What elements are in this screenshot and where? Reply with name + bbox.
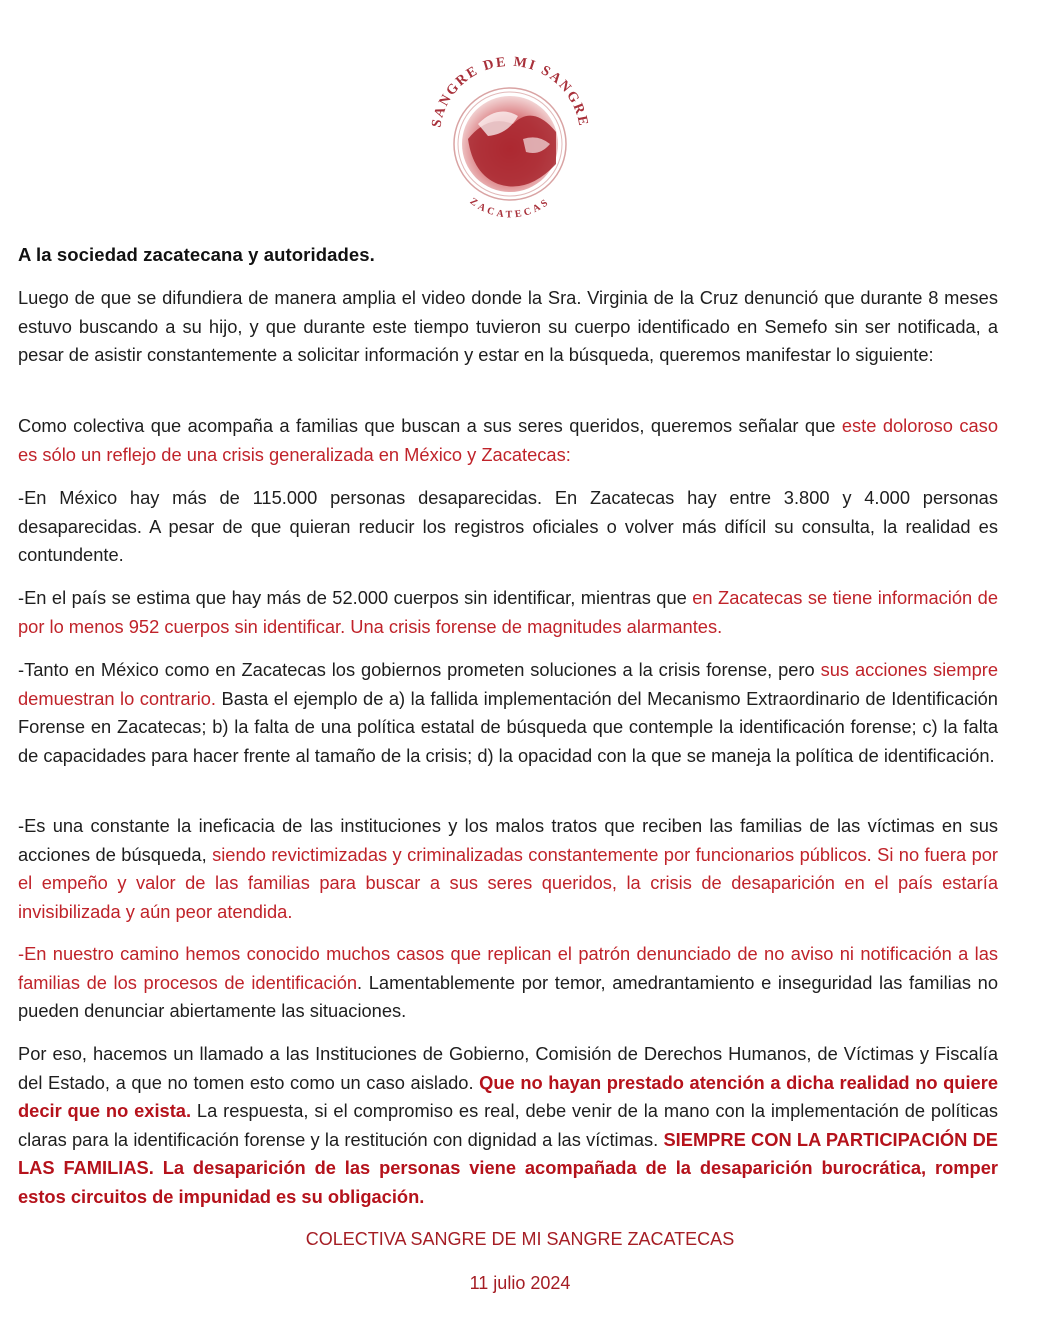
paragraph-collective (18, 412, 998, 469)
highlighted-text-segment: sus acciones siempre demuestran lo contrario. (18, 659, 998, 709)
paragraph-forensic-crisis (18, 656, 998, 770)
paragraph-institutions (18, 812, 998, 926)
text-segment: Como colectiva que acompaña a familias que buscan a sus seres queridos, queremos señalar que (18, 415, 842, 436)
paragraph-unidentified-bodies (18, 584, 998, 641)
logo-top-text: SANGRE DE MI SANGRE (429, 54, 591, 129)
emphasized-text-segment: SIEMPRE CON LA PARTICIPACIÓN DE LAS FAMILIAS. La desaparición de las personas viene acompañada de la desaparición burocrática, romper estos circuitos de impunidad es su obligación. (18, 1128, 998, 1207)
text-segment: Basta el ejemplo de a) la fallida implementación del Mecanismo Extraordinario de Identificación Forense en Zacatecas; b) la falta de una política estatal de búsqueda que contemple la identificación forense; c) la falta de capacidades para hacer frente al tamaño de la crisis; d) la opacidad con la que se maneja la política de identificación. (18, 687, 998, 766)
paragraph-notification (18, 940, 998, 1026)
text-segment: Por eso, hacemos un llamado a las Instituciones de Gobierno, Comisión de Derechos Humanos, de Víctimas y Fiscalía del Estado, a que no tomen esto como un caso aislado. (18, 1043, 998, 1093)
highlighted-text-segment: -En nuestro camino hemos conocido muchos casos que replican el patrón denunciado de no aviso ni notificación a las familias de los procesos de identificación (18, 943, 998, 993)
text-segment: Luego de que se difundiera de manera amplia el video donde la Sra. Virginia de la Cruz denunció que durante 8 meses estuvo buscando a su hijo, y que durante este tiempo tuvieron su cuerpo identificado en Semefo sin ser notificada, a pesar de asistir constantemente a solicitar información y estar en la búsqueda, queremos manifestar lo siguiente: (18, 287, 998, 365)
signature: COLECTIVA SANGRE DE MI SANGRE ZACATECAS (305, 1229, 735, 1249)
paragraph-mexico-stats (18, 484, 998, 570)
highlighted-text-segment: siendo revictimizadas y criminalizadas constantemente por funcionarios públicos. Si no fuera por el empeño y valor de las familias para buscar a sus seres queridos, la crisis de desaparición en el país estaría invisibilizada y aún peor atendida. (18, 843, 998, 922)
paragraph-intro (18, 284, 998, 370)
paragraph-call-to-action (18, 1040, 998, 1211)
text-segment: -Tanto en México como en Zacatecas los gobiernos prometen soluciones a la crisis forense, pero (18, 659, 821, 680)
logo-bottom-text: ZACATECAS (467, 195, 553, 221)
text-segment: -En el país se estima que hay más de 52.000 cuerpos sin identificar, mientras que (18, 587, 693, 608)
text-segment: -En México hay más de 115.000 personas desaparecidas. En Zacatecas hay entre 3.800 y 4.000 personas desaparecidas. A pesar de que quieran reducir los registros oficiales o volver más difícil su consulta, la realidad es contundente. (18, 487, 998, 565)
text-segment: -Es una constante la ineficacia de las instituciones y los malos tratos que reciben las familias de las víctimas en sus acciones de búsqueda, (18, 815, 998, 865)
highlighted-text-segment: este doloroso caso es sólo un reflejo de una crisis generalizada en México y Zacatecas: (18, 415, 998, 465)
logo-seal-icon (418, 44, 603, 224)
document-date: 11 julio 2024 (469, 1273, 571, 1293)
text-segment: . Lamentablemente por temor, amedrantamiento e inseguridad las familias no pueden denunciar abiertamente las situaciones. (18, 971, 998, 1021)
emphasized-text-segment: Que no hayan prestado atención a dicha realidad no quiere decir que no exista. (18, 1071, 999, 1121)
text-segment: La respuesta, si el compromiso es real, debe venir de la mano con la implementación de políticas claras para la identificación forense y la restitución con dignidad a las víctimas. (18, 1100, 998, 1150)
collective-logo (418, 44, 603, 224)
highlighted-text-segment: en Zacatecas se tiene información de por lo menos 952 cuerpos sin identificar. Una crisis forense de magnitudes alarmantes. (18, 587, 998, 637)
document-heading: A la sociedad zacatecana y autoridades. (18, 244, 375, 265)
